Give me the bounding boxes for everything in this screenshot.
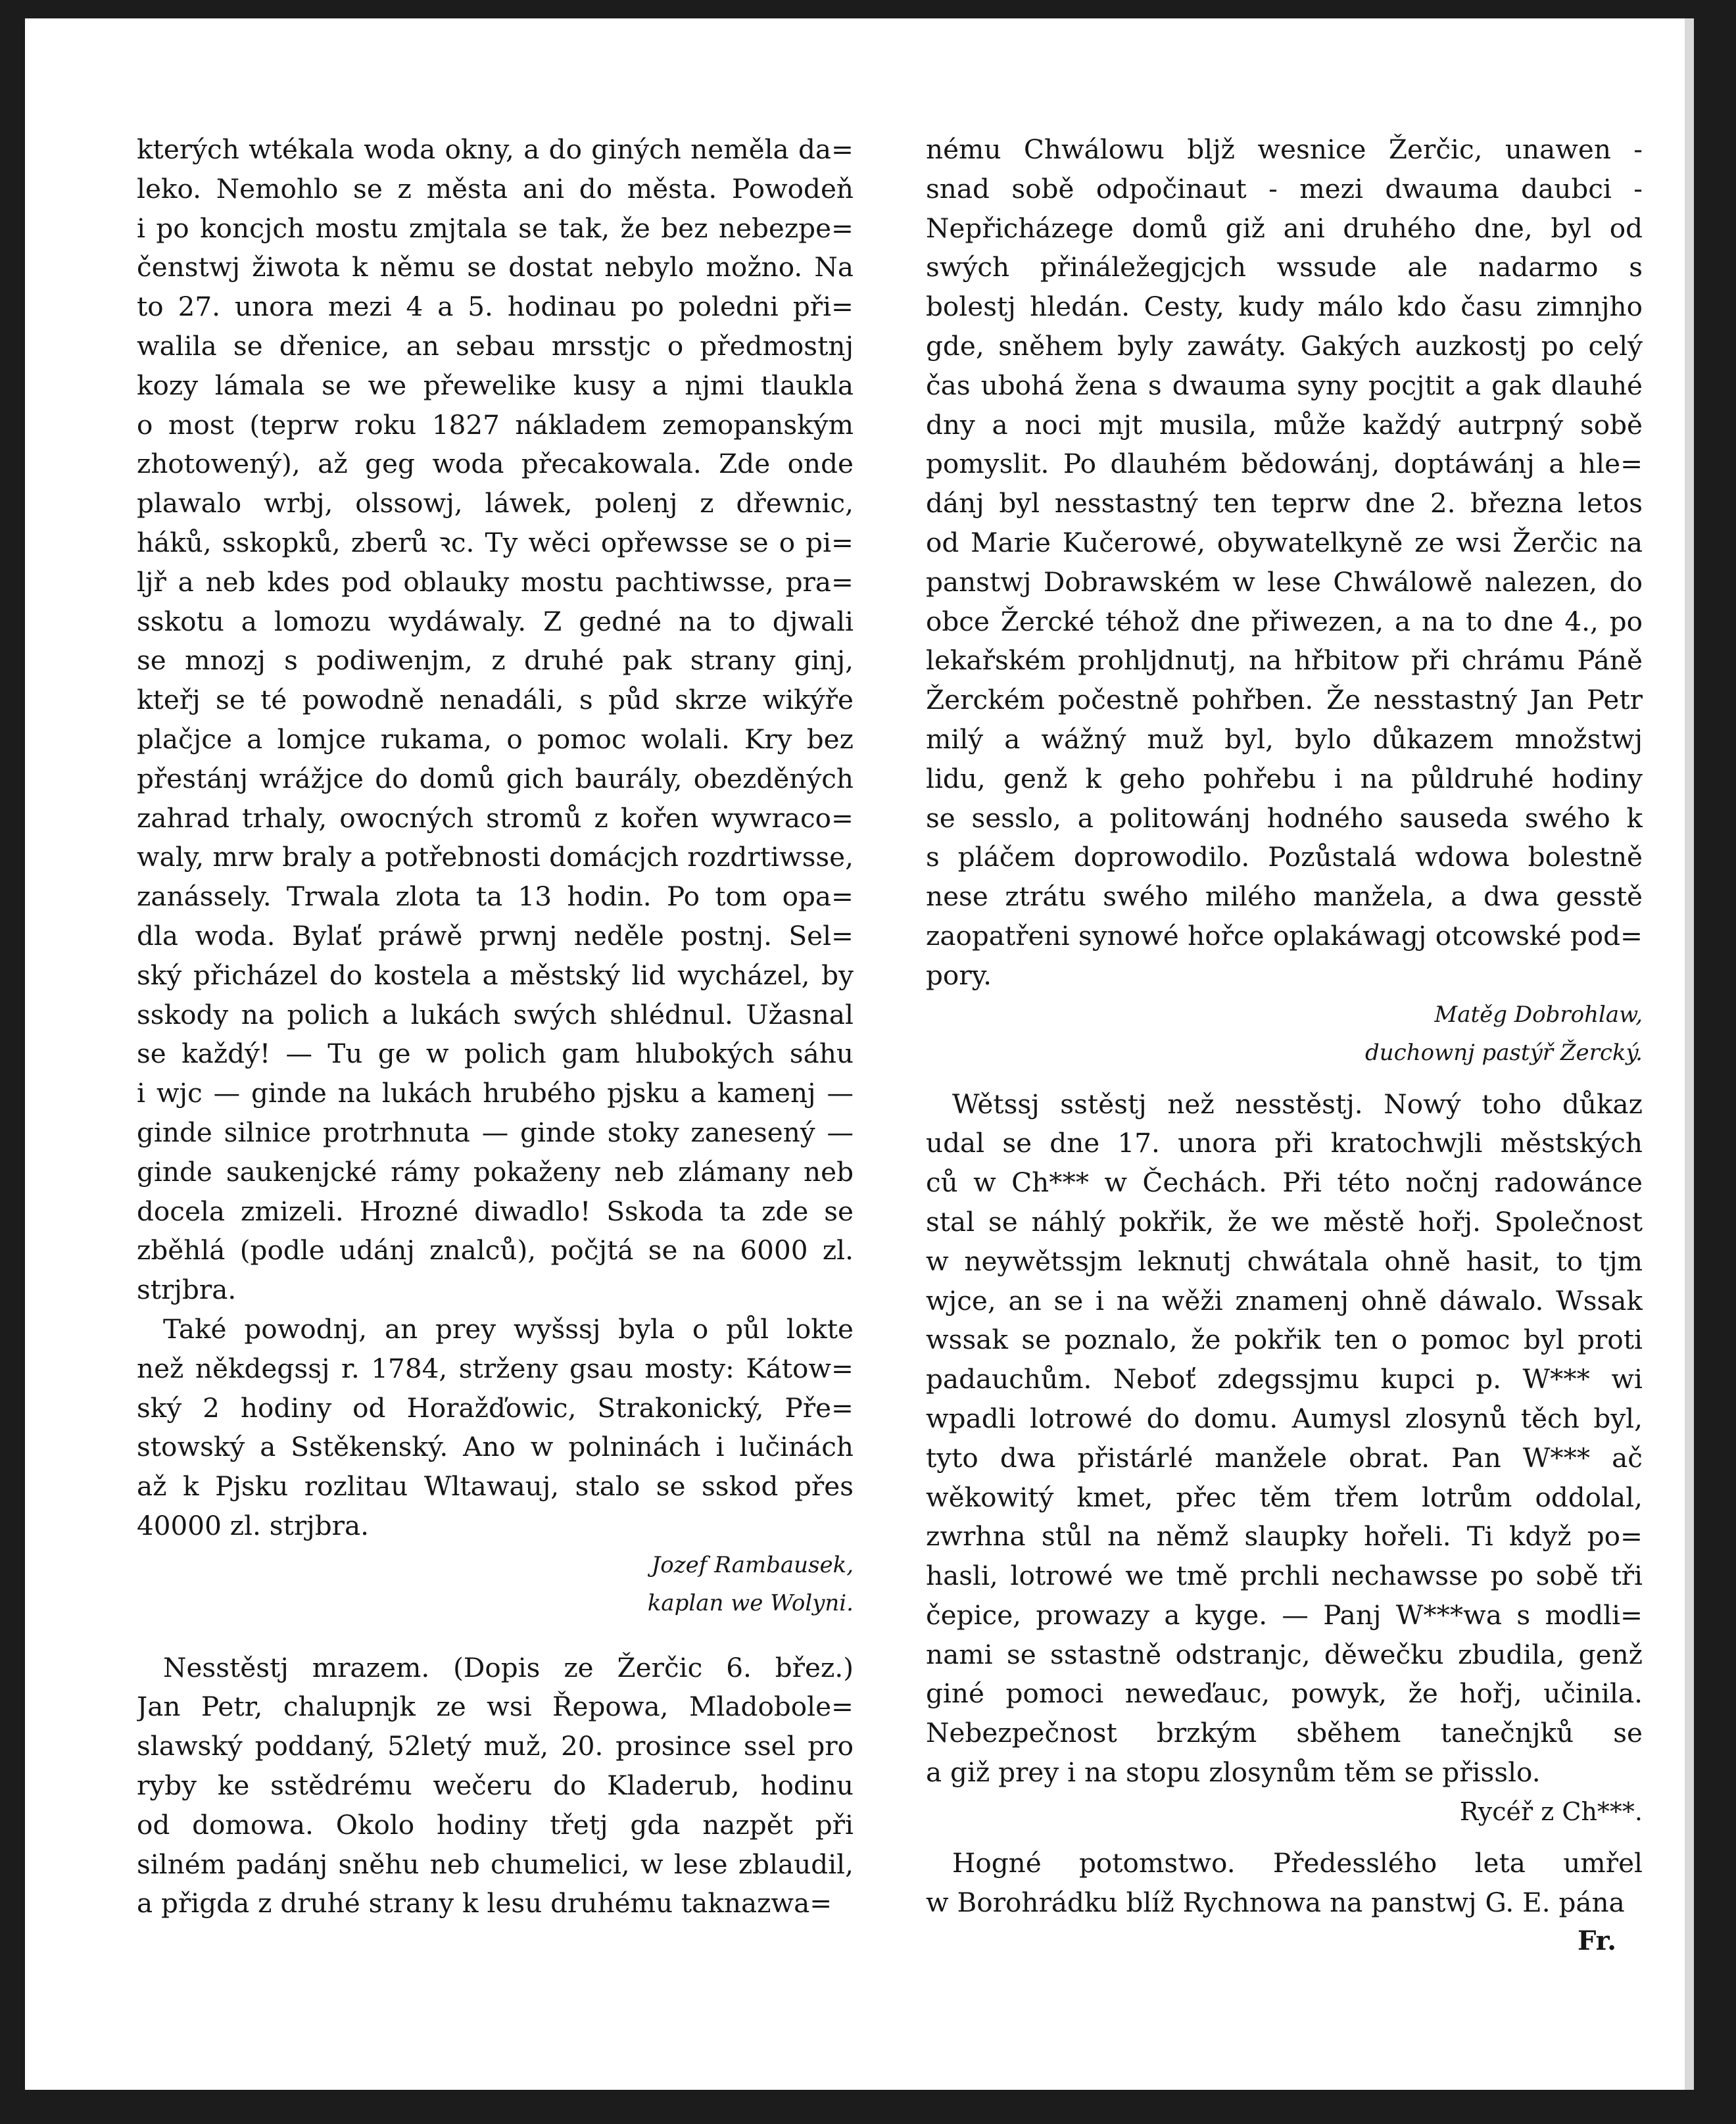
catchword: Fr. <box>1577 1925 1616 1957</box>
text-line: nese ztrátu swého milého manžela, a dwa gesstě <box>926 881 1643 913</box>
text-line: od domowa. Okolo hodiny třetj gda nazpět při <box>137 1808 854 1841</box>
text-line: než někdegssj r. 1784, strženy gsau mosty: Kátow= <box>137 1352 854 1384</box>
text-line: 40000 zl. strjbra. <box>137 1509 370 1541</box>
text-line: slawský poddaný, 52letý muž, 20. prosince ssel pro <box>137 1730 854 1762</box>
text-line: ský přicházel do kostela a městský lid wycházel, by <box>137 959 854 991</box>
text-line: wěkowitý kmet, přec těm třem lotrům oddolal, <box>926 1481 1643 1513</box>
text-line: stowský a Sstěkenský. Ano w polninách i lučinách <box>137 1431 854 1463</box>
text-line: až k Pjsku rozlitau Wltawauj, stalo se sskod přes <box>137 1470 854 1503</box>
signature-knight: Rycéř z Ch***. <box>1459 1797 1643 1826</box>
text-line: wpadli lotrowé do domu. Aumysl zlosynů těch byl, <box>926 1402 1643 1434</box>
text-line: strjbra. <box>137 1274 237 1306</box>
text-line: háků, sskopků, zberů ꝛc. Ty wěci opřewsse se o pi= <box>137 526 854 558</box>
text-line: w neywětssjm leknutj chwátala ohně hasit, to tjm <box>926 1245 1643 1277</box>
left-column <box>137 130 854 1923</box>
text-line: pomyslit. Po dlauhém bědowánj, doptáwánj a hle= <box>926 448 1643 480</box>
signature-title: duchownj pastýř Žercký. <box>1365 1039 1643 1066</box>
text-line: se mnozj s podiwenjm, z druhé pak strany ginj, <box>137 644 854 677</box>
text-line: walila se dřenice, an sebau mrsstjc o předmostnj <box>137 329 854 362</box>
text-line: a přigda z druhé strany k lesu druhému taknazwa= <box>137 1887 832 1919</box>
text-line: snad sobě odpočinaut - mezi dwauma daubci - <box>926 172 1643 205</box>
text-line: docela zmizeli. Hrozné diwadlo! Sskoda ta zde se <box>137 1195 854 1227</box>
text-line: Nebezpečnost brzkým sběhem tanečnjků se <box>926 1717 1643 1749</box>
text-line: to 27. unora mezi 4 a 5. hodinau po poledni při= <box>137 291 854 323</box>
text-line: Hogné potomstwo. Předesslého leta umřel <box>952 1846 1643 1879</box>
text-line: čenstwj žiwota k němu se dostat nebylo možno. Na <box>137 251 854 283</box>
text-line: lekařském prohljdnutj, na hřbitow při chrámu Páně <box>926 644 1643 677</box>
text-line: giné pomoci neweďauc, powyk, že hořj, učinila. <box>926 1677 1643 1710</box>
text-line: i wjc — ginde na lukách hrubého pjsku a kamenj — <box>137 1077 854 1109</box>
text-line: zwrhna stůl na němž slaupky hořeli. Ti když po= <box>926 1520 1643 1553</box>
right-column <box>926 130 1643 1960</box>
progeny-article-paragraph <box>926 1844 1643 1923</box>
text-line: o most (teprw roku 1827 nákladem zemopanským <box>137 408 854 441</box>
text-line: lidu, genž k geho pohřebu i na půldruhé hodiny <box>926 762 1643 794</box>
text-line: zahrad trhaly, owocných stromů z kořen wywraco= <box>137 802 854 834</box>
text-line: udal se dne 17. unora při kratochwjli městských <box>926 1127 1643 1159</box>
frost-article-paragraph <box>137 1649 854 1924</box>
text-line: Wětssj sstěstj než nesstěstj. Nowý toho důkaz <box>952 1088 1643 1120</box>
text-line: ljř a neb kdes pod oblauky mostu pachtiwsse, pra= <box>137 566 854 598</box>
text-line: bolestj hledán. Cesty, kudy málo kdo času zimnjho <box>926 291 1643 323</box>
text-line: wssak se poznalo, že pokřik ten o pomoc byl proti <box>926 1324 1643 1356</box>
text-line: kterých wtékala woda okny, a do giných neměla da= <box>137 133 854 165</box>
text-line: panstwj Dobrawském w lese Chwálowě nalezen, do <box>926 566 1643 598</box>
text-line: čas ubohá žena s dwauma syny pocjtit a gak dlauhé <box>926 369 1643 401</box>
text-line: ský 2 hodiny od Horažďowic, Strakonický, Pře= <box>137 1391 854 1424</box>
text-line: s pláčem doprowodilo. Pozůstalá wdowa bolestně <box>926 841 1643 873</box>
text-line: nému Chwálowu bljž wesnice Žerčic, unawen - <box>926 133 1643 165</box>
text-line: čepice, prowazy a kyge. — Panj W***wa s modli= <box>926 1599 1643 1631</box>
text-line: silném padánj sněhu neb chumelici, w lese zblaudil, <box>137 1848 854 1880</box>
text-line: plawalo wrbj, olssowj, láwek, polenj z dřewnic, <box>137 487 854 519</box>
text-line: se sesslo, a politowánj hodného sauseda swého k <box>926 802 1643 834</box>
text-line: ginde silnice protrhnuta — ginde stoky zanesený — <box>137 1116 854 1148</box>
text-line: Žerckém počestně pohřben. Že nesstastný Jan Petr <box>926 684 1643 716</box>
text-line: kteřj se té powodně nenadáli, s půd skrze wikýře <box>137 684 854 716</box>
text-line: padauchům. Neboť zdegssjmu kupci p. W*** wi <box>926 1363 1643 1395</box>
text-line: zhotowený), až geg woda přecakowala. Zde onde <box>137 448 854 480</box>
text-line: leko. Nemohlo se z města ani do města. Powodeň <box>137 172 854 205</box>
text-line: od Marie Kučerowé, obywatelkyně ze wsi Žerčic na <box>926 526 1643 558</box>
text-line: sskotu a lomozu wydáwaly. Z gedné na to djwali <box>137 605 854 637</box>
text-line: dny a noci mjt musila, může každý autrpný sobě <box>926 408 1643 441</box>
text-line: ců w Ch*** w Čechách. Při této nočnj radowánce <box>926 1167 1643 1199</box>
signature-name: Matěg Dobrohlaw, <box>1434 1001 1643 1028</box>
newspaper-page <box>25 18 1694 2090</box>
text-line: zaopatřeni synowé hořce oplakáwagj otcowské pod= <box>926 919 1643 952</box>
text-line: hasli, lotrowé we tmě prchli nechawsse po sobě tři <box>926 1560 1643 1592</box>
text-line: zanássely. Trwala zlota ta 13 hodin. Po tom opa= <box>137 881 854 913</box>
text-line: ryby ke sstědrému wečeru do Kladerub, hodinu <box>137 1770 854 1802</box>
signature-name: Jozef Rambausek, <box>651 1551 854 1578</box>
text-line: sskody na polich a lukách swých shlédnul. Užasnal <box>137 998 854 1030</box>
text-line: zběhlá (podle udánj znalců), počjtá se na 6000 zl. <box>137 1234 854 1267</box>
text-line: waly, mrw braly a potřebnosti domácjch rozdrtiwsse, <box>137 841 854 873</box>
fortune-article-paragraph <box>926 1085 1643 1793</box>
flood-article-paragraph-2 <box>137 1310 854 1546</box>
text-line: wjce, an se i na wěži znamenj ohně dáwalo. Wssak <box>926 1284 1643 1316</box>
text-line: gde, sněhem byly zawáty. Gakých auzkostj po celý <box>926 329 1643 362</box>
text-line: nami se sstastně odstranjc, děwečku zbudila, genž <box>926 1638 1643 1670</box>
text-line: tyto dwa přistárlé manžele obrat. Pan W*** ač <box>926 1441 1643 1474</box>
text-line: w Borohrádku blíž Rychnowa na panstwj G. E. pána <box>926 1886 1625 1918</box>
flood-article-paragraph-1 <box>137 130 854 1310</box>
text-line: Nesstěstj mrazem. (Dopis ze Žerčic 6. břez.) <box>163 1651 854 1683</box>
text-line: Také powodnj, an prey wyšssj byla o půl lokte <box>163 1313 854 1345</box>
text-line: kozy lámala se we přewelike kusy a njmi tlaukla <box>137 369 854 401</box>
text-line: se každý! — Tu ge w polich gam hlubokých sáhu <box>137 1038 854 1070</box>
text-line: a giž prey i na stopu zlosynům těm se přisslo. <box>926 1756 1541 1789</box>
text-line: swých přináležegjcjch wssude ale nadarmo s <box>926 251 1643 283</box>
text-line: dla woda. Bylať práwě prwnj neděle postnj. Sel= <box>137 919 854 952</box>
text-line: milý a wážný muž byl, bylo důkazem množstwj <box>926 723 1643 755</box>
text-line: dánj byl nesstastný ten teprw dne 2. března letos <box>926 487 1643 519</box>
text-line: stal se náhlý pokřik, že we městě hořj. Společnost <box>926 1205 1643 1238</box>
text-line: Nepřicházege domů giž ani druhého dne, byl od <box>926 212 1643 244</box>
text-line: obce Žercké téhož dne přiwezen, a na to dne 4., po <box>926 605 1643 637</box>
text-line: i po koncjch mostu zmjtala se tak, že bez nebezpe= <box>137 212 854 244</box>
text-line: plačjce a lomjce rukama, o pomoc wolali. Kry bez <box>137 723 854 755</box>
text-line: ginde saukenjcké rámy pokaženy neb zlámany neb <box>137 1155 854 1188</box>
text-line: přestánj wrážjce do domů gich baurály, obezděných <box>137 762 854 794</box>
text-line: pory. <box>926 959 992 991</box>
signature-title: kaplan we Wolyni. <box>647 1589 854 1616</box>
frost-article-continuation <box>926 130 1643 996</box>
text-line: Jan Petr, chalupnjk ze wsi Řepowa, Mladobole= <box>137 1691 854 1723</box>
